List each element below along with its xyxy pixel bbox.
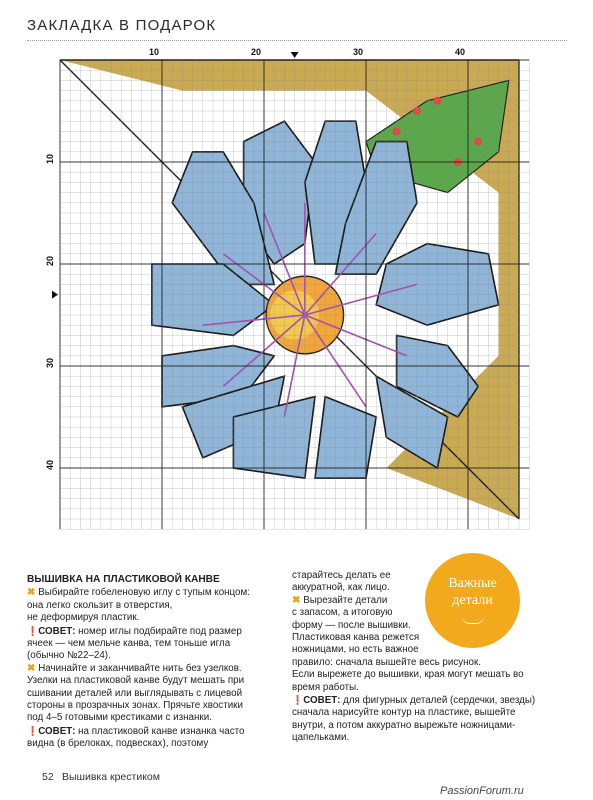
badge-line-2: детали: [452, 593, 493, 608]
instruction-text: сшивании деталей или выглядывать с лицевой: [27, 687, 243, 699]
instruction-text: Если вырежете до вышивки, края могут мешать во: [292, 669, 524, 681]
instruction-line: [27, 663, 282, 675]
tip-label: СОВЕТ:: [38, 625, 76, 637]
exclamation-icon: ❗: [27, 725, 39, 736]
important-details-badge: [425, 553, 520, 648]
instruction-text: (обычно №22–24).: [27, 650, 111, 662]
instruction-text: цапельками.: [292, 732, 350, 744]
column-1-lines: [27, 587, 282, 750]
instruction-text: время работы.: [292, 681, 359, 693]
instruction-line: [292, 644, 567, 656]
instruction-text: Вырезайте детали: [303, 594, 388, 606]
left-axis-10: 10: [45, 153, 56, 165]
top-axis-20: 20: [251, 47, 262, 57]
page-footer: [0, 766, 593, 800]
page-number: 52: [42, 771, 54, 783]
instruction-text: стороны в прозрачных зонах. Прячьте хвостики: [27, 700, 243, 712]
instruction-text: Пластиковая канва режется: [292, 632, 420, 644]
instruction-text: ячеек — чем мельче канва, тем тоньше игла: [27, 638, 231, 650]
instruction-line: [27, 600, 282, 612]
instruction-text: Узелки на пластиковой канве будут мешать при: [27, 675, 245, 687]
instruction-line: [292, 682, 567, 694]
center-arrow-top-icon: [291, 52, 299, 58]
cross-bullet-icon: ✖: [27, 662, 36, 674]
instruction-line: [27, 738, 282, 750]
left-axis-20: 20: [45, 255, 56, 267]
instruction-text: с запасом, а итоговую: [292, 607, 393, 619]
ornament-icon: [462, 616, 484, 624]
chart-svg: [40, 38, 580, 538]
top-axis-40: 40: [455, 47, 466, 57]
instruction-line: [27, 612, 282, 624]
instruction-text: форму — после вышивки.: [292, 619, 411, 631]
left-axis-30: 30: [45, 357, 56, 369]
exclamation-icon: ❗: [27, 625, 39, 636]
instruction-line: [292, 657, 567, 669]
instruction-line: [292, 720, 567, 732]
left-axis-40: 40: [45, 459, 56, 471]
instruction-line: [27, 675, 282, 687]
instruction-text: ножницами, но есть важное: [292, 644, 419, 656]
tip-label: СОВЕТ:: [38, 725, 76, 737]
instruction-text: на пластиковой канве изнанка часто: [75, 725, 245, 737]
cross-stitch-chart: [40, 38, 580, 538]
instruction-line: [292, 632, 567, 644]
badge-line-1: Важные: [448, 576, 497, 591]
instruction-line: [27, 650, 282, 662]
instruction-text: для фигурных деталей (сердечки, звезды): [340, 695, 536, 707]
watermark: PassionForum.ru: [440, 785, 524, 797]
instruction-line: [292, 707, 567, 719]
center-arrow-left-icon: [52, 291, 58, 299]
instruction-line: [292, 694, 567, 707]
instructions-title: ВЫШИВКА НА ПЛАСТИКОВОЙ КАНВЕ: [27, 574, 220, 585]
instruction-text: она легко скользит в отверстия,: [27, 599, 173, 611]
instruction-line: [27, 688, 282, 700]
instruction-text: Начинайте и заканчивайте нить без узелков.: [38, 662, 242, 674]
instruction-text: правило: сначала вышейте весь рисунок.: [292, 656, 482, 668]
instruction-line: [27, 587, 282, 599]
page-title: ЗАКЛАДКА В ПОДАРОК: [27, 17, 217, 34]
instruction-text: номер иглы подбирайте под размер: [75, 625, 242, 637]
instruction-text: старайтесь делать ее: [292, 570, 391, 581]
instruction-text: под 4–5 готовыми крестиками с изнанки.: [27, 712, 212, 724]
instruction-text: не деформируя пластик.: [27, 612, 140, 624]
cross-bullet-icon: ✖: [292, 594, 301, 606]
tip-label: СОВЕТ:: [303, 695, 341, 707]
cross-bullet-icon: ✖: [27, 587, 36, 599]
instruction-line: [292, 732, 567, 744]
top-axis-10: 10: [149, 47, 160, 57]
exclamation-icon: ❗: [292, 695, 304, 706]
instruction-line: [27, 700, 282, 712]
instructions-column-1: [27, 574, 282, 751]
instruction-text: внутри, а потом аккуратно вырежьте ножницами-: [292, 719, 516, 731]
instruction-text: аккуратной, как лицо.: [292, 582, 390, 594]
instruction-line: [27, 712, 282, 724]
instruction-line: [27, 725, 282, 738]
instruction-line: [27, 638, 282, 650]
magazine-name: Вышивка крестиком: [62, 771, 160, 783]
instruction-text: Выбирайте гобеленовую иглу с тупым концом:: [38, 587, 250, 599]
instruction-line: [292, 669, 567, 681]
instruction-line: [27, 625, 282, 638]
instruction-text: сначала нарисуйте контур на пластике, вышейте: [292, 707, 516, 719]
instruction-text: видна (в брелоках, подвесках), поэтому: [27, 738, 209, 750]
top-axis-30: 30: [353, 47, 364, 57]
